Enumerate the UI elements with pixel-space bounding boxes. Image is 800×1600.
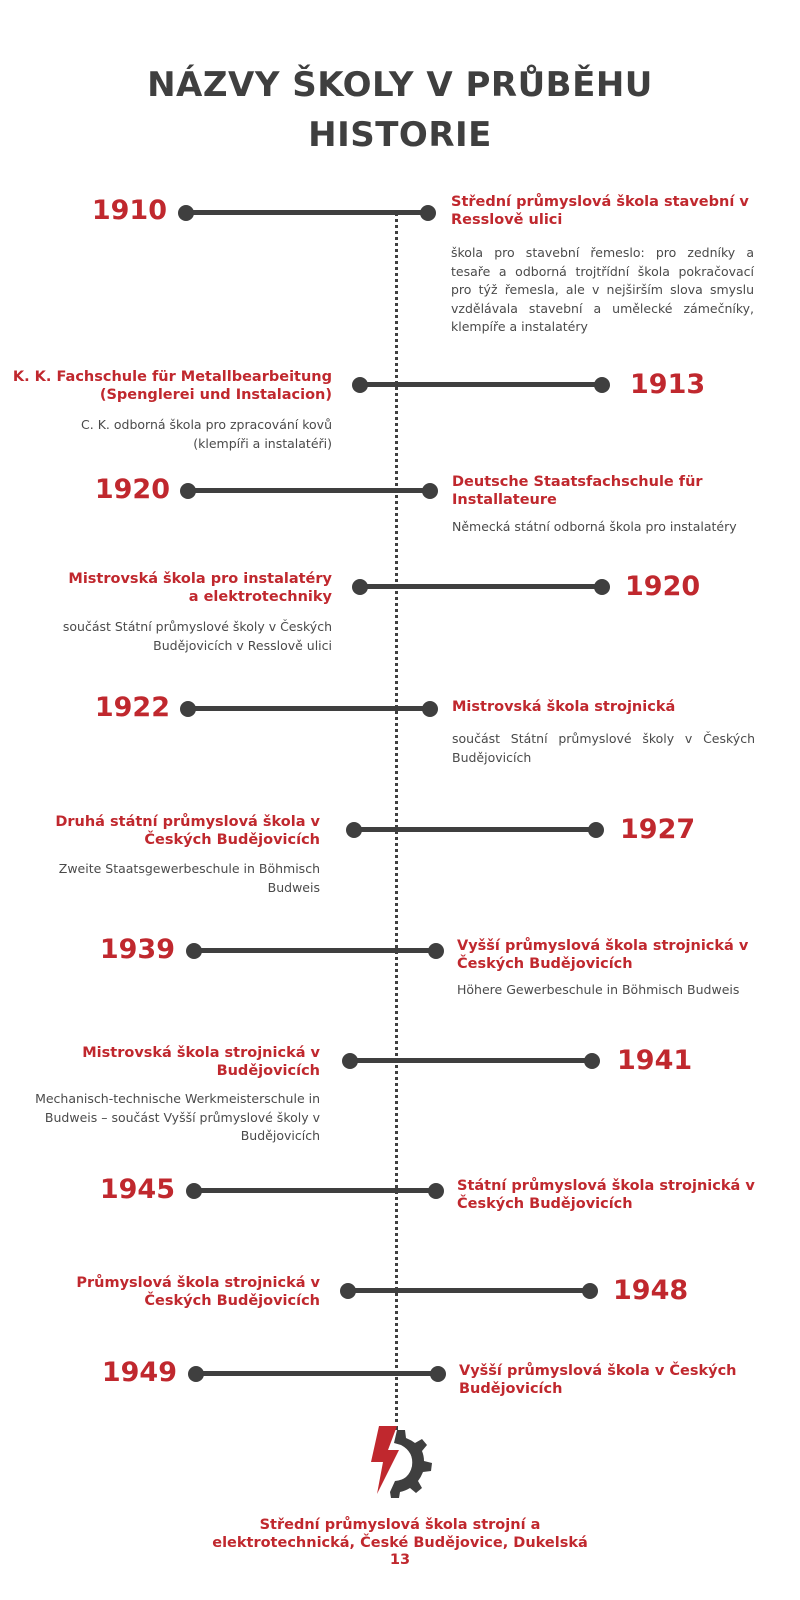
timeline-dot — [420, 205, 436, 221]
timeline-connector — [188, 706, 430, 711]
event-year: 1913 — [630, 369, 706, 400]
event-year: 1941 — [617, 1045, 693, 1076]
timeline-dot — [584, 1053, 600, 1069]
timeline-connector — [360, 382, 602, 387]
timeline-axis — [395, 212, 398, 1430]
timeline-connector — [194, 948, 436, 953]
timeline-dot — [430, 1366, 446, 1382]
timeline-dot — [352, 579, 368, 595]
page-title — [0, 60, 800, 160]
timeline-dot — [180, 483, 196, 499]
event-description: součást Státní průmyslové školy v Českých Budějovicích v Resslově ulici — [62, 619, 332, 653]
event-year: 1949 — [101, 1357, 177, 1388]
timeline-connector — [354, 827, 596, 832]
school-footer: Střední průmyslová škola strojní a elektrotechnická, České Budějovice, Dukelská 13 — [212, 1517, 588, 1568]
page-title-line-1: NÁZVY ŠKOLY V PRŮBĚHU — [147, 65, 653, 105]
event-name: Deutsche Staatsfachschule für Installateure — [452, 474, 703, 508]
timeline-dot — [428, 943, 444, 959]
event-name: Státní průmyslová škola strojnická v Českých Budějovicích — [457, 1178, 755, 1212]
timeline-dot — [582, 1283, 598, 1299]
timeline-dot — [422, 701, 438, 717]
event-name: Vyšší průmyslová škola strojnická v Českých Budějovicích — [457, 938, 749, 972]
event-name: Mistrovská škola strojnická v Budějovicích — [82, 1045, 320, 1079]
event-description: Mechanisch-technische Werkmeisterschule in Budweis – součást Vyšší průmyslové školy v Budějovicích — [35, 1091, 320, 1143]
event-year: 1910 — [91, 195, 167, 226]
timeline-connector — [360, 584, 602, 589]
event-description: C. K. odborná škola pro zpracování kovů (klempíři a instalatéři) — [81, 417, 332, 451]
timeline-connector — [186, 210, 428, 215]
timeline-dot — [346, 822, 362, 838]
event-year: 1922 — [94, 692, 170, 723]
event-name: Průmyslová škola strojnická v Českých Budějovicích — [76, 1275, 320, 1309]
timeline-dot — [588, 822, 604, 838]
event-year: 1927 — [620, 814, 696, 845]
timeline-dot — [186, 943, 202, 959]
event-name: Mistrovská škola strojnická — [452, 699, 676, 715]
event-name: Střední průmyslová škola stavební v Resslově ulici — [451, 194, 749, 228]
timeline-connector — [348, 1288, 590, 1293]
event-year: 1945 — [99, 1174, 175, 1205]
timeline-dot — [340, 1283, 356, 1299]
event-description: Německá státní odborná škola pro instalatéry — [452, 519, 737, 534]
timeline-dot — [342, 1053, 358, 1069]
timeline-connector — [350, 1058, 592, 1063]
timeline-dot — [186, 1183, 202, 1199]
page-title-line-2: HISTORIE — [308, 115, 492, 155]
timeline-dot — [428, 1183, 444, 1199]
timeline-dot — [188, 1366, 204, 1382]
timeline-connector — [194, 1188, 436, 1193]
event-description: škola pro stavební řemeslo: pro zedníky a tesaře a odborná trojtřídní škola pokračovací pro týž řemesla, ale v nejširším slova smyslu vzdělávala stavební a umělecké zámečníky, klempíře a instalatéry — [451, 245, 754, 334]
event-name: Vyšší průmyslová škola v Českých Budějovicích — [459, 1363, 737, 1397]
timeline-dot — [352, 377, 368, 393]
timeline-dot — [594, 377, 610, 393]
event-name: Druhá státní průmyslová škola v Českých Budějovicích — [55, 814, 320, 848]
timeline-dot — [422, 483, 438, 499]
timeline-dot — [178, 205, 194, 221]
event-name: Mistrovská škola pro instalatéry a elektrotechniky — [68, 571, 332, 605]
timeline-dot — [594, 579, 610, 595]
timeline-connector — [188, 488, 430, 493]
event-year: 1920 — [94, 474, 170, 505]
timeline-connector — [196, 1371, 438, 1376]
event-year: 1948 — [613, 1275, 689, 1306]
event-year: 1939 — [99, 934, 175, 965]
event-year: 1920 — [625, 571, 701, 602]
event-description: Zweite Staatsgewerbeschule in Böhmisch Budweis — [58, 861, 320, 895]
timeline-dot — [180, 701, 196, 717]
event-description: součást Státní průmyslové školy v Českých Budějovicích — [452, 731, 755, 765]
gear-lightning-icon — [357, 1424, 433, 1498]
event-description: Höhere Gewerbeschule in Böhmisch Budweis — [457, 982, 740, 997]
event-name: K. K. Fachschule für Metallbearbeitung (Spenglerei und Instalacion) — [12, 369, 332, 403]
